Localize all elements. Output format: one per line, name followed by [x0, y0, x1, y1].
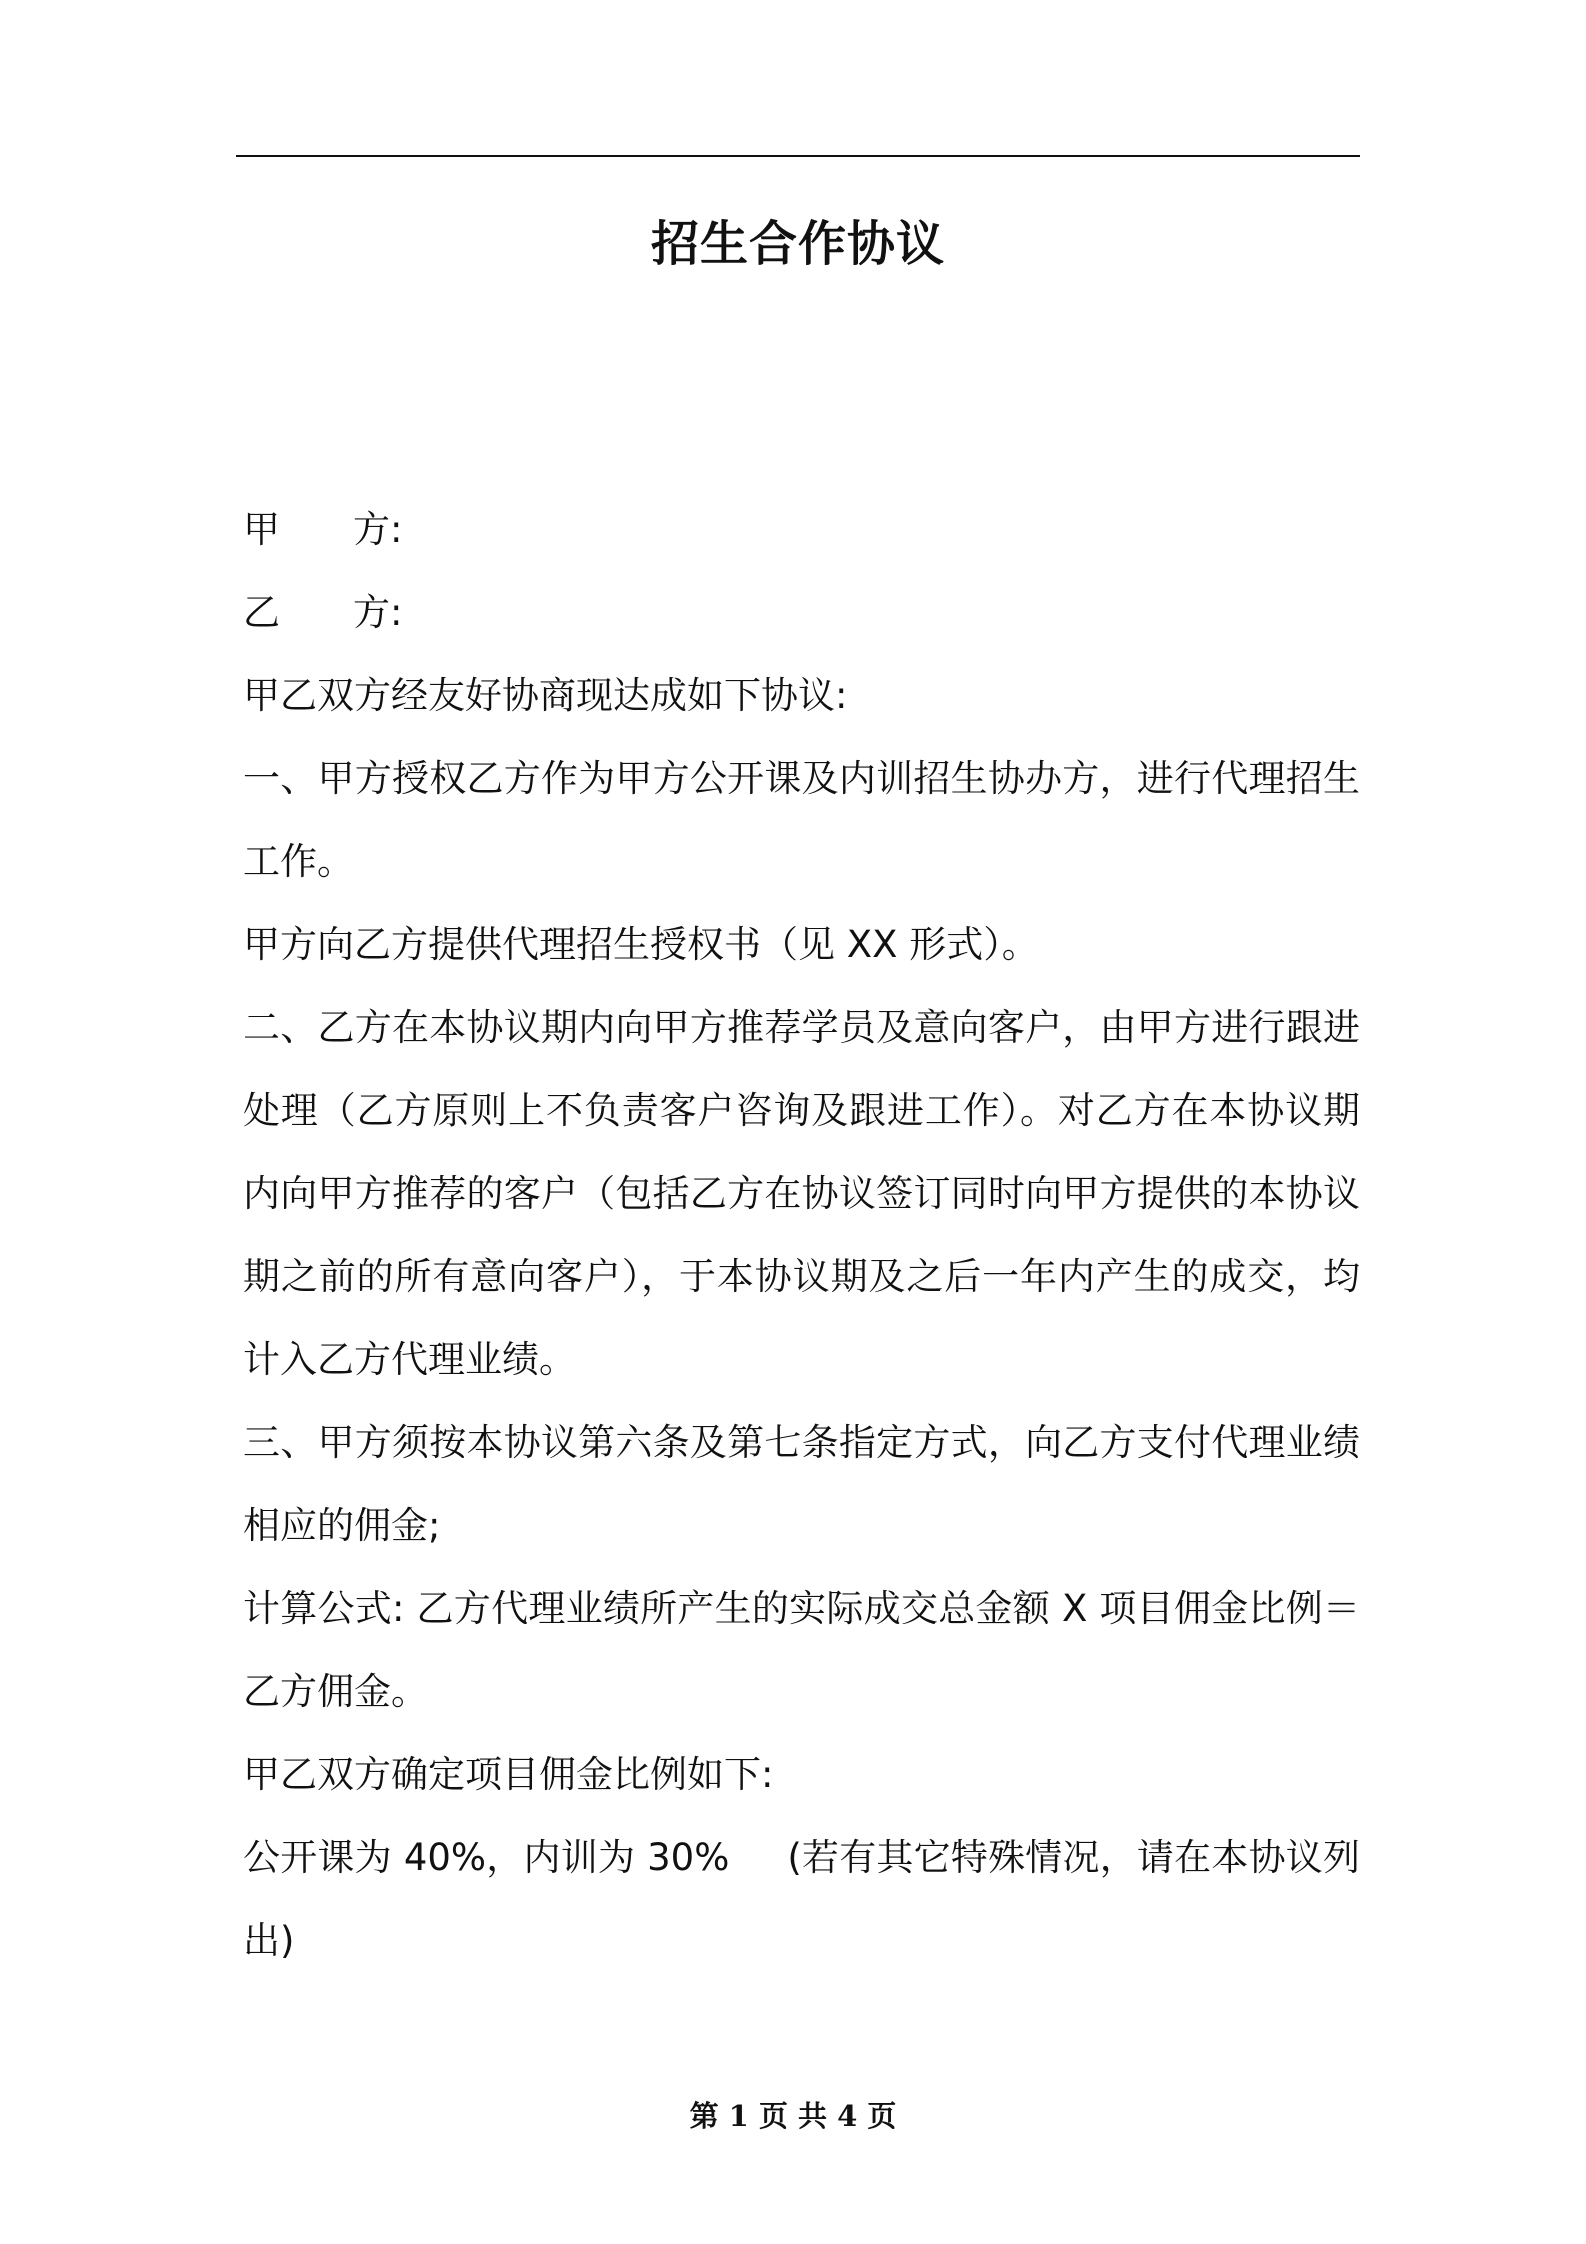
header-rule: [236, 155, 1360, 157]
paragraph-clause-3: 三、甲方须按本协议第六条及第七条指定方式，向乙方支付代理业绩相应的佣金;: [243, 1421, 1360, 1547]
commission-note: (若有其它特殊情况，请在本协议列出): [243, 1836, 1361, 1962]
party-a-label: 甲: [243, 508, 280, 551]
paragraph-rate-intro: 甲乙双方确定项目佣金比例如下:: [243, 1753, 774, 1796]
document-body: [243, 488, 1360, 1982]
paragraph-clause-2: 二、乙方在本协议期内向甲方推荐学员及意向客户，由甲方进行跟进处理（乙方原则上不负责客户咨询及跟进工作）。对乙方在本协议期内向甲方推荐的客户（包括乙方在协议签订同时向甲方提供的本协议期之前的所有意向客户），于本协议期及之后一年内产生的成交，均计入乙方代理业绩。: [243, 1006, 1360, 1381]
commission-rates: 公开课为 40%，内训为 30%: [243, 1836, 730, 1879]
party-b-line: [243, 571, 1360, 654]
party-a-line: [243, 488, 1360, 571]
page-footer: 第 1 页 共 4 页: [689, 2099, 897, 2133]
party-b-label: 乙: [243, 591, 280, 634]
paragraph-clause-1: 一、甲方授权乙方作为甲方公开课及内训招生协办方，进行代理招生工作。: [243, 757, 1360, 883]
paragraph-authorization: 甲方向乙方提供代理招生授权书（见 XX 形式）。: [243, 923, 1039, 966]
paragraph-formula: 计算公式: 乙方代理业绩所产生的实际成交总金额 X 项目佣金比例＝乙方佣金。: [243, 1587, 1360, 1713]
paragraph-intro: 甲乙双方经友好协商现达成如下协议:: [243, 674, 848, 717]
party-b-suffix: 方:: [353, 591, 403, 634]
party-a-suffix: 方:: [353, 508, 403, 551]
document-title: 招生合作协议: [650, 216, 945, 272]
paragraph-commission-rates: [243, 1816, 1360, 1982]
